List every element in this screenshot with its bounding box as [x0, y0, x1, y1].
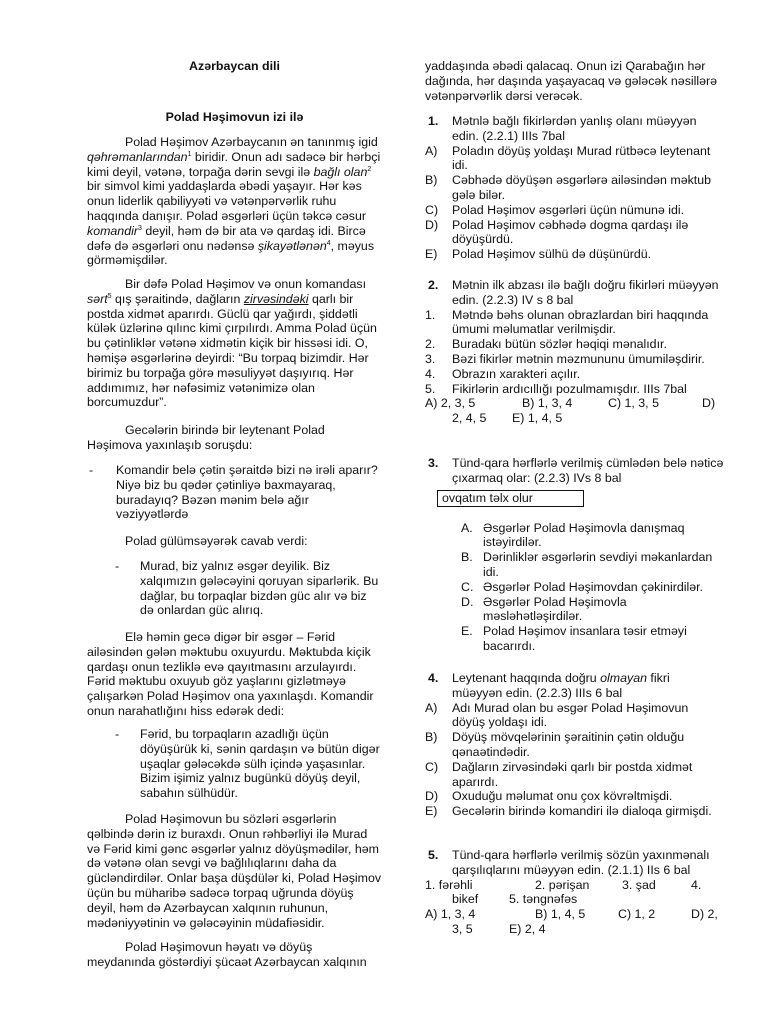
story-paragraph-1: Polad Həşimov Azərbaycanın ən tanınmış igid qəhrəmanlarından$^1$ biridir. Onun adı sadəcə bir hərbçi kimi deyil, vətənə, torpağa dərin sevgi ilə bağlı olan$^2$ bir simvol kimi yaddaşlarda əbədi yaşayır. Hər kəs onun liderlik qabiliyyəti və vətənpərvərlik ruhu haqqında danışır. Polad əsgərləri üçün təkcə cəsur komandir$^3$ deyil, həm də bir ata və qardaş idi. Bircə dəfə də əsgərləri onu nədənsə şikayətlənən$^4$, məyus görməmişdilər. — [87, 135, 381, 268]
question-5-answer-d-label[interactable]: D) 2, — [691, 907, 718, 922]
question-2-answers-row-1 — [425, 396, 720, 411]
story-title: Polad Həşimovun izi ilə — [165, 110, 304, 124]
question-2-text: 2. Mətnin ilk abzası ilə bağlı doğru fikirləri müəyyən edin. (2.2.3) IV s 8 bal — [428, 278, 719, 307]
question-4-option-b[interactable]: B) Döyüş mövqelərinin şəraitinin çətin olduğu qənaətindədir. — [425, 730, 685, 759]
question-2-statement-2: 2. Buradakı bütün sözlər həqiqi mənalıdır. — [425, 337, 667, 352]
question-4-text: 4. Leytenant haqqında doğru olmayan fikri müəyyən edin. (2.2.3) IIIs 6 bal — [428, 671, 670, 700]
question-1-option-a[interactable]: A) Poladın döyüş yoldaşı Murad rütbəcə leytenant idi. — [425, 143, 711, 173]
question-2-statement-3: 3. Bəzi fikirlər mətnin məzmununu ümumiləşdirir. — [425, 351, 705, 366]
question-2-answers-row-2 — [425, 411, 720, 426]
question-4-option-a[interactable]: A) Adı Murad olan bu əsgər Polad Həşimovun döyüş yoldaşı idi. — [425, 700, 689, 730]
question-5-word-4: bikef — [452, 892, 479, 907]
question-3-option-a[interactable]: A. Əsgərlər Polad Həşimovla danışmaq istəyirdilər. — [461, 520, 685, 550]
question-2-statement-1: 1. Mətndə bəhs olunan obrazlardan biri haqqında ümumi məlumatlar verilmişdir. — [425, 307, 709, 337]
question-5-answer-b[interactable]: B) 1, 4, 5 — [535, 907, 586, 922]
dialogue-line-2: - Murad, biz yalnız əsgər deyilik. Biz xalqımızın gələcəyini qoruyan siparlərik. Bu dağlar, bu torpaqlar bizdən güc alır və biz də onlardan güc alırıq. — [115, 559, 379, 618]
question-2-statement-4: 4. Obrazın xarakteri açılır. — [425, 366, 581, 381]
question-1-option-c[interactable]: C) Polad Həşimov əsgərləri üçün nümunə idi. — [425, 202, 685, 217]
question-5 — [425, 848, 725, 937]
question-5-word-1: 1. fərəhli — [425, 877, 473, 892]
question-4-option-d[interactable]: D) Oxuduğu məlumat onu çox kövrəltmişdi. — [425, 789, 673, 804]
story-continuation: yaddaşında əbədi qalacaq. Onun izi Qarabağın hər dağında, hər daşında yaşayacaq və gələcək nəsillərə vətənpərvərlik dərsi verəcək. — [425, 59, 718, 103]
question-1-option-b[interactable]: B) Cəbhədə döyüşən əsgərlərə ailəsindən məktub gələ bilər. — [425, 173, 711, 202]
question-2-answer-d-label[interactable]: D) — [702, 396, 716, 411]
question-3 — [425, 456, 725, 654]
question-5-word-2: 2. pərişan — [535, 877, 590, 892]
question-3-option-b[interactable]: B. Dərinliklər əsgərlərin sevdiyi məkanlardan idi. — [461, 550, 713, 579]
story-paragraph-6: Polad Həşimovun bu sözləri əsgərlərin qəlbində dərin iz buraxdı. Onun rəhbərliyi ilə Murad və Fərid kimi gənc əsgərlər yalnız döyüşmədilər, həm də vətənə olan sevgi və bağlılıqlarını daha da gücləndirdilər. Onlar başa düşdülər ki, Polad Həşimov üçün bu müharibə sadəcə torpaq uğrunda döyüş deyil, həm də Azərbaycan xalqının ruhunun, mədəniyyətinin və gələcəyinin müdafiəsidir. — [87, 812, 382, 930]
question-5-word-3: 3. şad — [622, 877, 656, 892]
question-5-answers-row-2 — [425, 922, 725, 937]
question-4-option-e[interactable]: E) Gecələrin birində komandiri ilə dialoqa girmişdi. — [425, 804, 712, 819]
dialogue-line-3: - Fərid, bu torpaqların azadlığı üçün döyüşürük ki, sənin qardaşın və bütün digər uşaqlar gələcəkdə sülh içində yaşasınlar. Bizim işimiz yalnız bugünkü döyüş deyil, sabahın sülhüdür. — [115, 727, 380, 801]
question-2-answer-c[interactable]: C) 1, 3, 5 — [608, 396, 659, 411]
question-2-answer-d[interactable]: 2, 4, 5 — [452, 411, 487, 426]
question-5-text: 5. Tünd-qara hərflərlə verilmiş sözün yaxınmənalı qarşılıqlarını müəyyən edin. (2.1.1) IIs 6 bal — [428, 848, 710, 877]
question-4 — [425, 671, 720, 819]
question-2-answer-e[interactable]: E) 1, 4, 5 — [512, 411, 563, 426]
question-5-words-row-2 — [425, 892, 725, 907]
story-paragraph-3: Gecələrin birində bir leytenant Polad Həşimova yaxınlaşıb soruşdu: — [87, 423, 325, 452]
question-5-answer-a[interactable]: A) 1, 3, 4 — [425, 907, 476, 922]
question-3-option-d[interactable]: D. Əsgərlər Polad Həşimovla məsləhətləşirdilər. — [461, 594, 627, 624]
subject-heading: Azərbaycan dili — [189, 59, 280, 73]
dialogue-line-1: - Komandir belə çətin şəraitdə bizi nə irəli aparır? Niyə biz bu qədər çətinliyə baxmayaraq, buradayıq? Bəzən mənim belə ağır vəziyyətlərdə — [89, 463, 378, 522]
story-paragraph-7: Polad Həşimovun həyatı və döyüş meydanında göstərdiyi şücaət Azərbaycan xalqının — [87, 940, 367, 969]
question-5-word-5: 5. təngnəfəs — [509, 892, 578, 907]
question-2-answer-b[interactable]: B) 1, 3, 4 — [522, 396, 573, 411]
question-2-answer-a[interactable]: A) 2, 3, 5 — [425, 396, 476, 411]
story-paragraph-4: Polad gülümsəyərək cavab verdi: — [125, 534, 308, 548]
question-4-option-c[interactable]: C) Dağların zirvəsindəki qarlı bir postda xidmət aparırdı. — [425, 759, 693, 789]
story-paragraph-5: Elə həmin gecə digər bir əsgər – Fərid ailəsindən gələn məktubu oxuyurdu. Məktubda kiçik qardaşı onun tezliklə evə qayıtmasını arzulayırdı. Fərid məktubu oxuyub göz yaşlarını gizlətməyə çalışarkən Polad Həşimov ona yaxınlaşdı. Komandir onun narahatlığını hiss edərək dedi: — [87, 630, 374, 718]
question-5-words-row-1 — [425, 878, 725, 893]
question-5-answer-c[interactable]: C) 1, 2 — [618, 907, 656, 922]
question-3-text: 3. Tünd-qara hərflərlə verilmiş cümlədən belə nəticə çıxarmaq olar: (2.2.3) IVs 8 bal — [428, 456, 724, 485]
question-5-answers-row-1 — [425, 907, 725, 922]
question-5-answer-d[interactable]: 3, 5 — [452, 921, 473, 936]
quoted-phrase-box: ovqatım təlx olur — [437, 490, 584, 507]
question-1-option-e[interactable]: E) Polad Həşimov sülhü də düşünürdü. — [425, 247, 652, 262]
question-3-option-c[interactable]: C. Əsgərlər Polad Həşimovdan çəkinirdilər. — [461, 579, 704, 594]
question-1-text: 1. Mətnlə bağlı fikirlərdən yanlış olanı müəyyən edin. (2.2.1) IIIs 7bal — [428, 114, 697, 143]
question-1-option-d[interactable]: D) Polad Həşimov cəbhədə dogma qardaşı ilə döyüşürdü. — [425, 217, 689, 247]
question-3-option-e[interactable]: E. Polad Həşimov insanlara təsir etməyi bacarırdı. — [461, 624, 687, 653]
question-2-statement-5: 5. Fikirlərin ardıcıllığı pozulmamışdır. IIIs 7bal — [425, 381, 687, 396]
question-1 — [425, 114, 720, 262]
question-5-word-4-label: 4. — [691, 877, 702, 892]
question-5-answer-e[interactable]: E) 2, 4 — [509, 921, 546, 936]
story-paragraph-2: Bir dəfə Polad Həşimov və onun komandası sərt$^5$ qış şəraitində, dağların zirvəsindəki qarlı bir postda xidmət aparırdı. Güclü qar yağırdı, şiddətli külək üzlərinə qılınc kimi çırpılırdı. Amma Polad üçün bu çətinliklər vətənə xidmətin kiçik bir hissəsi idi. O, həmişə əsgərlərinə deyirdi: “Bu torpaq bizimdir. Hər birimiz bu torpağa görə məsuliyyət daşıyırıq. Hər addımımız, hər nəfəsimiz vətənimizə olan borcumuzdur”. — [87, 277, 377, 410]
question-2 — [425, 278, 720, 426]
